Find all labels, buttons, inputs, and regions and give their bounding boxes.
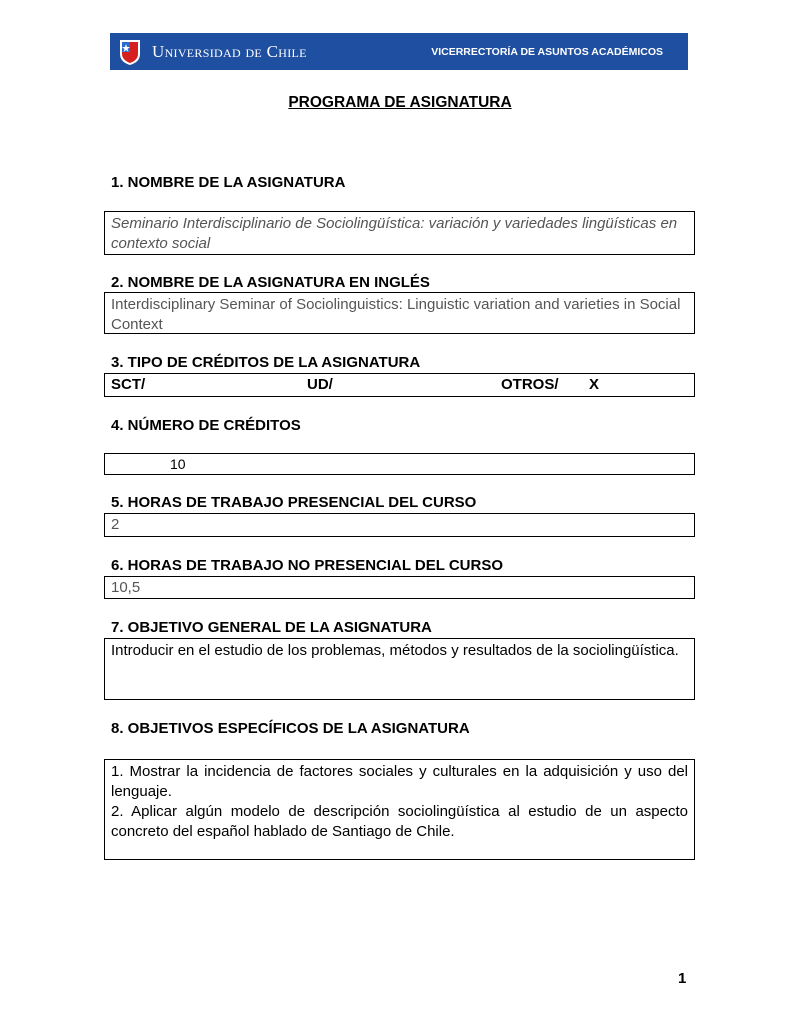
general-objective-value: Introducir en el estudio de los problemas, métodos y resultados de la sociolingüística. [111, 642, 679, 659]
presential-hours-value: 2 [111, 516, 120, 533]
specific-objectives-box [104, 759, 695, 860]
non-presential-hours-box [104, 576, 695, 599]
section-5-title: 5. HORAS DE TRABAJO PRESENCIAL DEL CURSO [111, 494, 477, 511]
university-seal-icon [118, 38, 142, 66]
section-1-title: 1. NOMBRE DE LA ASIGNATURA [111, 174, 346, 191]
specific-objective-item: 2. Aplicar algún modelo de descripción sociolingüística al estudio de un aspecto concreto del español hablado de Santiago de Chile. [111, 803, 688, 840]
course-name-value: Seminario Interdisciplinario de Sociolingüística: variación y variedades lingüísticas en contexto social [111, 215, 678, 252]
non-presential-hours-value: 10,5 [111, 579, 141, 596]
section-2-title: 2. NOMBRE DE LA ASIGNATURA EN INGLÉS [111, 274, 430, 291]
document-title: PROGRAMA DE ASIGNATURA [288, 94, 512, 111]
course-name-box [104, 211, 695, 255]
page-number: 1 [678, 970, 687, 987]
section-6-title: 6. HORAS DE TRABAJO NO PRESENCIAL DEL CURSO [111, 557, 503, 574]
section-7-title: 7. OBJETIVO GENERAL DE LA ASIGNATURA [111, 619, 432, 636]
university-name: Universidad de Chile [152, 41, 307, 61]
section-8-title: 8. OBJETIVOS ESPECÍFICOS DE LA ASIGNATURA [111, 720, 470, 737]
credit-type-mark: X [589, 376, 600, 393]
office-name: VICERRECTORÍA DE ASUNTOS ACADÉMICOS [431, 45, 663, 58]
credit-type-box [104, 373, 695, 397]
section-3-title: 3. TIPO DE CRÉDITOS DE LA ASIGNATURA [111, 354, 421, 371]
credit-type-ud: UD/ [307, 376, 333, 393]
header-banner [110, 33, 688, 70]
general-objective-box [104, 638, 695, 700]
presential-hours-box [104, 513, 695, 537]
course-name-english-value: Interdisciplinary Seminar of Sociolinguistics: Linguistic variation and varieties in Social Context [111, 296, 681, 333]
course-name-english-box [104, 292, 695, 334]
credit-type-otros: OTROS/ [501, 376, 559, 393]
specific-objective-item: 1. Mostrar la incidencia de factores sociales y culturales en la adquisición y uso del lenguaje. [111, 763, 688, 800]
credit-type-sct: SCT/ [111, 376, 146, 393]
credits-number-box [104, 453, 695, 475]
credits-number-value: 10 [170, 456, 186, 472]
section-4-title: 4. NÚMERO DE CRÉDITOS [111, 417, 301, 434]
